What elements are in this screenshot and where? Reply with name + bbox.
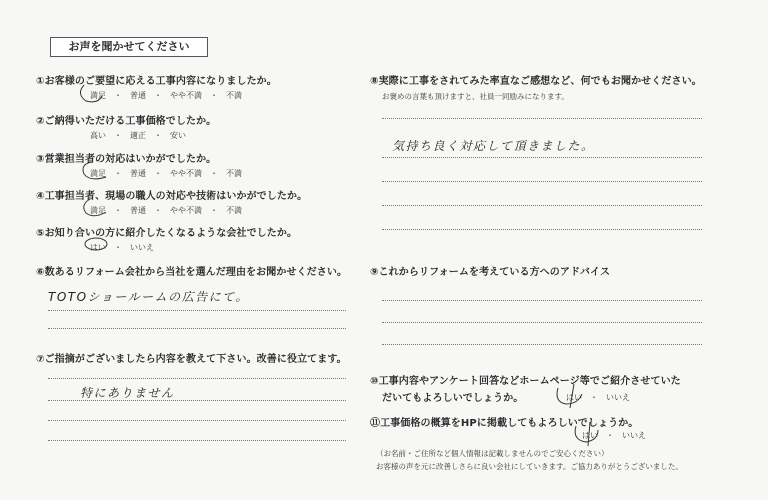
question-11-options: はい ・ いいえ <box>582 431 646 440</box>
answer-circle-5 <box>84 236 108 252</box>
question-2: ②ご納得いただける工事価格でしたか。 <box>36 116 217 127</box>
answer-line <box>48 310 346 311</box>
question-10-line-2: だいてもよろしいでしょうか。 <box>382 393 524 404</box>
question-1: ①お客様のご要望に応える工事内容になりましたか。 <box>36 76 277 87</box>
question-3-options: 満足 ・ 普通 ・ やや不満 ・ 不満 <box>90 169 242 178</box>
question-11: ⑪工事価格の概算をHPに掲載してもよろしいでしょうか。 <box>370 418 639 429</box>
question-4: ④工事担当者、現場の職人の対応や技術はいかがでしたか。 <box>36 191 308 202</box>
answer-line <box>382 205 702 206</box>
question-5: ⑤お知り合いの方に紹介したくなるような会社でしたか。 <box>36 228 298 239</box>
answer-7-handwritten: 特にありません <box>80 386 175 400</box>
answer-line <box>382 344 702 345</box>
answer-line <box>48 400 346 401</box>
answer-line <box>382 229 702 230</box>
answer-line <box>48 328 346 329</box>
answer-line <box>382 322 702 323</box>
answer-line <box>382 181 702 182</box>
answer-line <box>48 420 346 421</box>
answer-line <box>48 440 346 441</box>
question-10-line-1: ⑩工事内容やアンケート回答などホームページ等でご紹介させていた <box>370 376 681 387</box>
question-5-options: はい ・ いいえ <box>90 243 154 252</box>
question-9: ⑨これからリフォームを考えている方へのアドバイス <box>370 267 611 278</box>
question-4-options: 満足 ・ 普通 ・ やや不満 ・ 不満 <box>90 206 242 215</box>
answer-circle-4 <box>80 197 108 219</box>
section-header: お声を聞かせてください <box>50 37 208 57</box>
answer-line <box>382 300 702 301</box>
answer-8-handwritten: 気持ち良く対応して頂きました。 <box>392 139 595 153</box>
question-10-options: はい ・ いいえ <box>566 393 630 402</box>
question-7: ⑦ご指摘がございましたら内容を教えて下さい。改善に役立てます。 <box>36 354 347 365</box>
answer-6-handwritten: TOTOショールームの広告にて。 <box>48 290 249 304</box>
question-8-note: お褒めの言葉も頂けますと、社員一同励みになります。 <box>382 92 569 101</box>
answer-circle-10 <box>554 382 590 410</box>
answer-circle-11 <box>572 420 604 446</box>
answer-line <box>382 118 702 119</box>
question-6: ⑥数あるリフォーム会社から当社を選んだ理由をお聞かせください。 <box>36 267 348 278</box>
answer-circle-3 <box>80 160 108 182</box>
question-1-options: 満足 ・ 普通 ・ やや不満 ・ 不満 <box>90 91 242 100</box>
answer-line <box>48 378 346 379</box>
answer-line <box>382 157 702 158</box>
question-8: ⑧実際に工事をされてみた率直なご感想など、何でもお聞かせください。 <box>370 76 702 87</box>
question-2-options: 高い ・ 適正 ・ 安い <box>90 131 186 140</box>
thanks-note: お客様の声を元に改善しさらに良い会社にしていきます。ご協力ありがとうございました。 <box>376 462 683 471</box>
question-3: ③営業担当者の対応はいかがでしたか。 <box>36 154 217 165</box>
answer-circle-1 <box>78 82 104 104</box>
privacy-note: （お名前・ご住所など個人情報は記載しませんのでご安心ください） <box>376 449 609 458</box>
